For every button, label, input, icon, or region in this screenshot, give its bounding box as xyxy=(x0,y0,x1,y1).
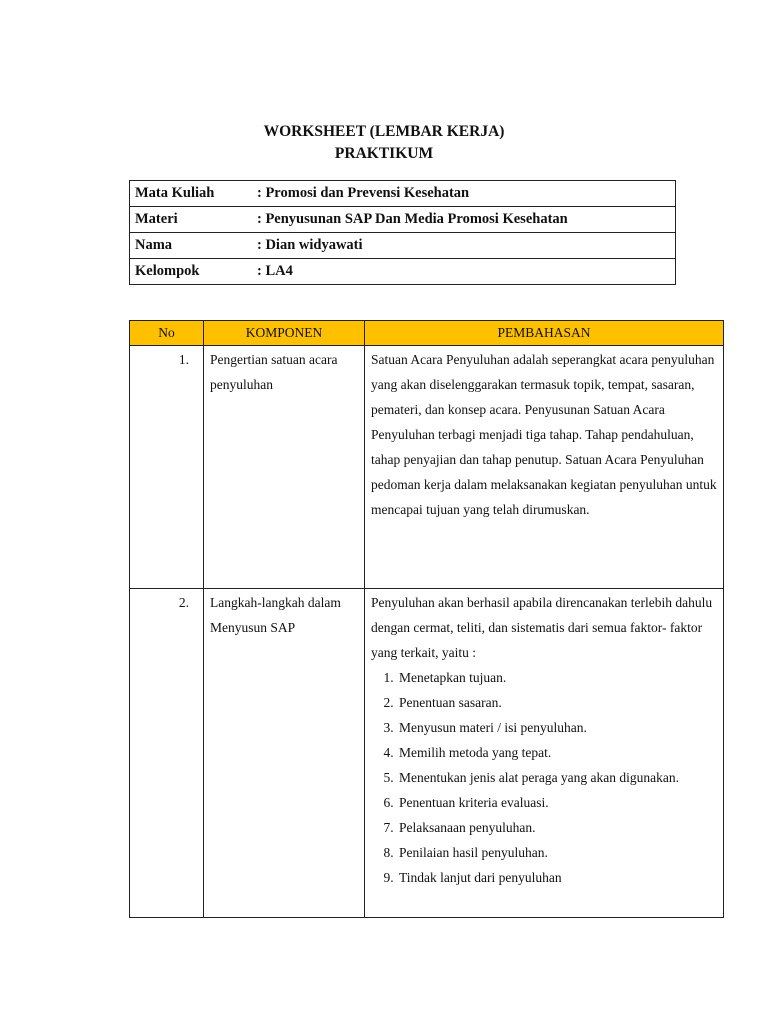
list-item: 8. Penilaian hasil penyuluhan. xyxy=(397,840,717,865)
row-number: 2. xyxy=(130,589,204,918)
table-header-row xyxy=(130,321,724,346)
info-value: : Promosi dan Prevensi Kesehatan xyxy=(257,185,470,201)
row-pembahasan-cell xyxy=(365,589,724,918)
info-label: Materi xyxy=(135,211,178,227)
header-komponen: KOMPONEN xyxy=(204,321,365,346)
info-row-kelompok xyxy=(130,259,676,285)
row-komponen: Langkah-langkah dalam Menyusun SAP xyxy=(204,589,365,918)
list-item: 4. Memilih metoda yang tepat. xyxy=(397,740,717,765)
table-row xyxy=(130,346,724,589)
info-label: Kelompok xyxy=(135,263,200,279)
header-pembahasan: PEMBAHASAN xyxy=(365,321,724,346)
info-row-nama xyxy=(130,233,676,259)
info-value: : Dian widyawati xyxy=(257,237,363,253)
info-table xyxy=(129,180,676,285)
table-row xyxy=(130,589,724,918)
steps-list xyxy=(371,665,717,890)
list-item: 5. Menentukan jenis alat peraga yang akan digunakan. xyxy=(397,765,717,790)
list-item: 1. Menetapkan tujuan. xyxy=(397,665,717,690)
row-pembahasan: Satuan Acara Penyuluhan adalah seperangkat acara penyuluhan yang akan diselenggarakan termasuk topik, tempat, sasaran, pemateri, dan konsep acara. Penyusunan Satuan Acara Penyuluhan terbagi menjadi tiga tahap. Tahap pendahuluan, tahap penyajian dan tahap penutup. Satuan Acara Penyuluhan pedoman kerja dalam melaksanakan kegiatan penyuluhan untuk mencapai tujuan yang telah dirumuskan. xyxy=(365,346,724,589)
list-item: 6. Penentuan kriteria evaluasi. xyxy=(397,790,717,815)
document-title: WORKSHEET (LEMBAR KERJA) xyxy=(263,123,505,140)
info-label: Mata Kuliah xyxy=(135,185,215,201)
list-item: 9. Tindak lanjut dari penyuluhan xyxy=(397,865,717,890)
worksheet-table xyxy=(129,320,724,918)
list-item: 3. Menyusun materi / isi penyuluhan. xyxy=(397,715,717,740)
row-number: 1. xyxy=(130,346,204,589)
header-no: No xyxy=(130,321,204,346)
row-komponen: Pengertian satuan acara penyuluhan xyxy=(204,346,365,589)
info-row-mata-kuliah xyxy=(130,181,676,207)
info-value: : Penyusunan SAP Dan Media Promosi Kesehatan xyxy=(257,211,568,227)
info-value: : LA4 xyxy=(257,263,293,279)
list-item: 2. Penentuan sasaran. xyxy=(397,690,717,715)
row-pembahasan: Penyuluhan akan berhasil apabila direncanakan terlebih dahulu dengan cermat, teliti, dan sistematis dari semua faktor- faktor yang terkait, yaitu : xyxy=(371,595,713,660)
info-label: Nama xyxy=(135,237,173,253)
document-subtitle: PRAKTIKUM xyxy=(334,145,434,162)
list-item: 7. Pelaksanaan penyuluhan. xyxy=(397,815,717,840)
info-row-materi xyxy=(130,207,676,233)
